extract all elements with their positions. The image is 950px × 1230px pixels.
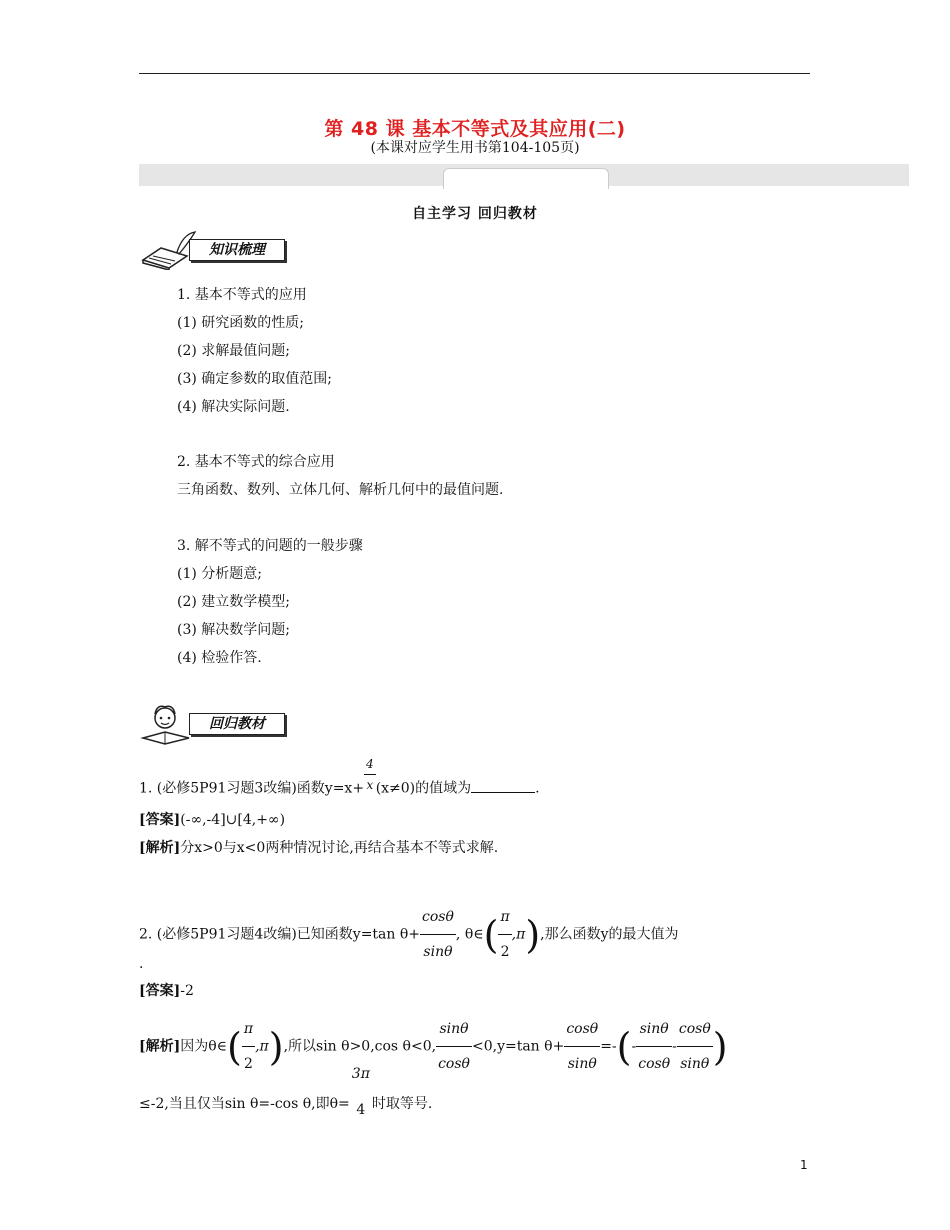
header-tab — [443, 168, 609, 189]
knowledge-item: (2) 求解最值问题; — [177, 343, 290, 359]
knowledge-item: (4) 检验作答. — [177, 650, 262, 666]
fraction-numerator: 3π — [351, 1066, 370, 1082]
problem-1-answer — [139, 810, 285, 830]
interval-right: ,π — [255, 1038, 269, 1055]
problem-1-fraction — [364, 754, 376, 795]
fraction-numerator: π — [498, 900, 511, 935]
left-paren: ( — [483, 912, 499, 957]
fraction-numerator: cosθ — [564, 1012, 600, 1047]
fraction-numerator: π — [242, 1012, 255, 1047]
problem-1 — [139, 757, 540, 809]
minus-sign: - — [631, 1038, 637, 1055]
analysis-fraction-3 — [636, 1012, 672, 1081]
analysis-tag: [解析] — [139, 1038, 181, 1055]
minus-sign: - — [672, 1038, 677, 1055]
analysis-fraction-2 — [564, 1012, 600, 1081]
page-number: 1 — [800, 1158, 808, 1172]
knowledge-item: (3) 确定参数的取值范围; — [177, 371, 332, 387]
problem-2-mid: , θ∈ — [455, 926, 484, 943]
lesson-title: 第 48 课 基本不等式及其应用(二) — [324, 118, 626, 140]
fraction-denominator: cosθ — [438, 1056, 470, 1072]
problem-2-cont: . — [139, 956, 144, 972]
fraction-numerator: sinθ — [636, 1012, 672, 1047]
knowledge-item: (2) 建立数学模型; — [177, 594, 290, 610]
knowledge-badge — [139, 230, 289, 266]
answer-value: -2 — [180, 983, 194, 999]
problem-1-analysis — [139, 838, 498, 858]
problem-1-end: . — [535, 780, 540, 797]
knowledge-item: 3. 解不等式的问题的一般步骤 — [177, 538, 363, 554]
knowledge-item: 1. 基本不等式的应用 — [177, 287, 307, 303]
problem-1-text: 1. (必修5P91习题3改编)函数y=x+ — [139, 780, 365, 797]
problem-1-text-post: (x≠0)的值域为 — [375, 780, 472, 797]
fraction-denominator: sinθ — [680, 1056, 710, 1072]
analysis-text: 时取等号. — [371, 1096, 433, 1112]
fraction-denominator: sinθ — [423, 944, 453, 960]
analysis-fraction-4 — [677, 1012, 713, 1081]
problem-2-fraction — [420, 900, 456, 969]
knowledge-item: (1) 研究函数的性质; — [177, 315, 304, 331]
textbook-badge-label: 回归教材 — [189, 713, 285, 735]
problem-2-analysis-cont — [139, 1068, 432, 1140]
section-heading: 自主学习 回归教材 — [412, 206, 538, 222]
fraction-numerator: cosθ — [420, 900, 456, 935]
analysis-text: 分x>0与x<0两种情况讨论,再结合基本不等式求解. — [180, 840, 499, 856]
fraction-denominator: 2 — [500, 944, 510, 960]
interval-right: ,π — [511, 926, 526, 943]
fraction-denominator: 4 — [356, 1102, 366, 1118]
lesson-subtitle: (本课对应学生用书第104-105页) — [370, 140, 580, 156]
analysis-text: ≤-2,当且仅当sin θ=-cos θ,即θ= — [139, 1096, 350, 1112]
knowledge-item: (1) 分析题意; — [177, 566, 262, 582]
fraction-denominator: x — [366, 778, 374, 792]
analysis-fraction-1 — [436, 1012, 472, 1081]
fraction-numerator: 4 — [364, 754, 376, 775]
answer-tag: [答案] — [139, 983, 181, 999]
analysis-text: <0,y=tan θ+ — [471, 1038, 565, 1055]
knowledge-item: (3) 解决数学问题; — [177, 622, 290, 638]
right-paren: ) — [712, 1024, 728, 1069]
answer-blank — [471, 778, 535, 793]
left-paren: ( — [227, 1024, 242, 1069]
header-rule — [139, 73, 810, 74]
fraction-denominator: cosθ — [638, 1056, 671, 1072]
textbook-badge — [139, 704, 289, 740]
left-paren: ( — [616, 1024, 632, 1069]
answer-value: (-∞,-4]∪[4,+∞) — [180, 812, 286, 828]
answer-tag: [答案] — [139, 812, 181, 828]
knowledge-item: 三角函数、数列、立体几何、解析几何中的最值问题. — [177, 482, 504, 498]
analysis-tag: [解析] — [139, 840, 181, 856]
right-paren: ) — [268, 1024, 284, 1069]
analysis-fraction-5 — [350, 1056, 372, 1128]
knowledge-item: 2. 基本不等式的综合应用 — [177, 454, 335, 470]
knowledge-item: (4) 解决实际问题. — [177, 399, 290, 415]
interval-fraction — [498, 900, 511, 969]
analysis-text: 因为θ∈ — [180, 1038, 228, 1055]
fraction-numerator: cosθ — [677, 1012, 713, 1047]
analysis-text: =- — [600, 1038, 617, 1055]
problem-2-answer — [139, 981, 194, 1001]
problem-2-text: 2. (必修5P91习题4改编)已知函数y=tan θ+ — [139, 926, 421, 943]
problem-2-text-post: ,那么函数y的最大值为 — [540, 926, 679, 943]
knowledge-badge-label: 知识梳理 — [189, 239, 285, 261]
analysis-text: ,所以sin θ>0,cos θ<0, — [283, 1038, 437, 1055]
fraction-denominator: 2 — [244, 1056, 253, 1072]
fraction-numerator: sinθ — [436, 1012, 472, 1047]
right-paren: ) — [525, 912, 541, 957]
problem-2 — [139, 900, 679, 969]
fraction-denominator: sinθ — [567, 1056, 597, 1072]
